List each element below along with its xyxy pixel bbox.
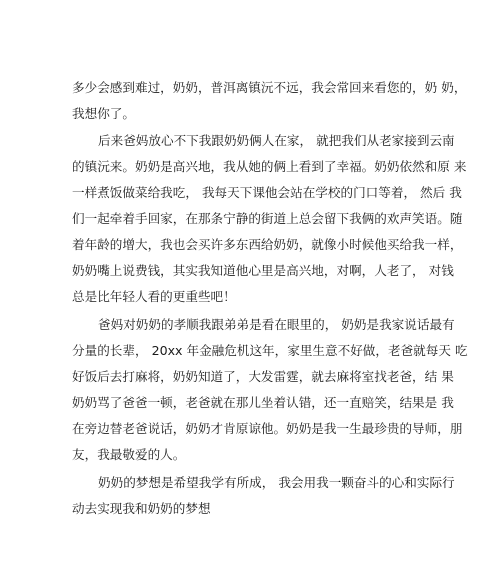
text-line: 总是比年轻人看的更重些吧！ bbox=[72, 289, 236, 304]
text-line: 分量的长辈， 20xx 年金融危机这年，家里生意不好做，老爸就每天 吃 bbox=[72, 343, 468, 358]
paragraph-1 bbox=[72, 75, 467, 127]
text-line: 奶奶骂了爸爸一顿，老爸就在那儿坐着认错，还一直赔笑，结果是 我 bbox=[72, 395, 454, 410]
text-line: 的镇沅来。奶奶是高兴地，我从她的俩上看到了幸福。奶奶依然和原 来 bbox=[72, 159, 467, 174]
text-line: 们一起牵着手回家，在那条宁静的街道上总会留下我俩的欢声笑语。随 bbox=[72, 211, 463, 226]
paragraph-3 bbox=[72, 312, 468, 468]
text-line: 我想你了。 bbox=[72, 106, 135, 121]
text-line: 奶奶嘴上说费钱，其实我知道他心里是高兴地，对啊，人老了， 对钱 bbox=[72, 263, 454, 278]
text-line: 后来爸妈放心不下我跟奶奶俩人在家， 就把我们从老家接到云南 bbox=[98, 133, 455, 148]
text-line: 友，我最敬爱的人。 bbox=[72, 447, 186, 462]
text-line: 多少会感到难过，奶奶，普洱离镇沅不远，我会常回来看您的，奶 奶， bbox=[72, 80, 467, 95]
paragraph-4 bbox=[72, 470, 455, 522]
paragraph-2 bbox=[72, 128, 467, 310]
text-line: 爸妈对奶奶的孝顺我跟弟弟是看在眼里的， 奶奶是我家说话最有 bbox=[98, 317, 455, 332]
text-line: 好饭后去打麻将，奶奶知道了，大发雷霆，就去麻将室找老爸，结 果 bbox=[72, 369, 454, 384]
text-line: 在旁边替老爸说话，奶奶才肯原谅他。奶奶是我一生最珍贵的导师，朋 bbox=[72, 421, 463, 436]
text-line: 动去实现我和奶奶的梦想 bbox=[72, 501, 211, 516]
text-line: 着年龄的增大，我也会买许多东西给奶奶，就像小时候他买给我一样， bbox=[72, 237, 463, 252]
text-line: 奶奶的梦想是希望我学有所成， 我会用我一颗奋斗的心和实际行 bbox=[98, 475, 455, 490]
text-line: 一样煮饭做菜给我吃， 我每天下课他会站在学校的门口等着， 然后 我 bbox=[72, 185, 462, 200]
